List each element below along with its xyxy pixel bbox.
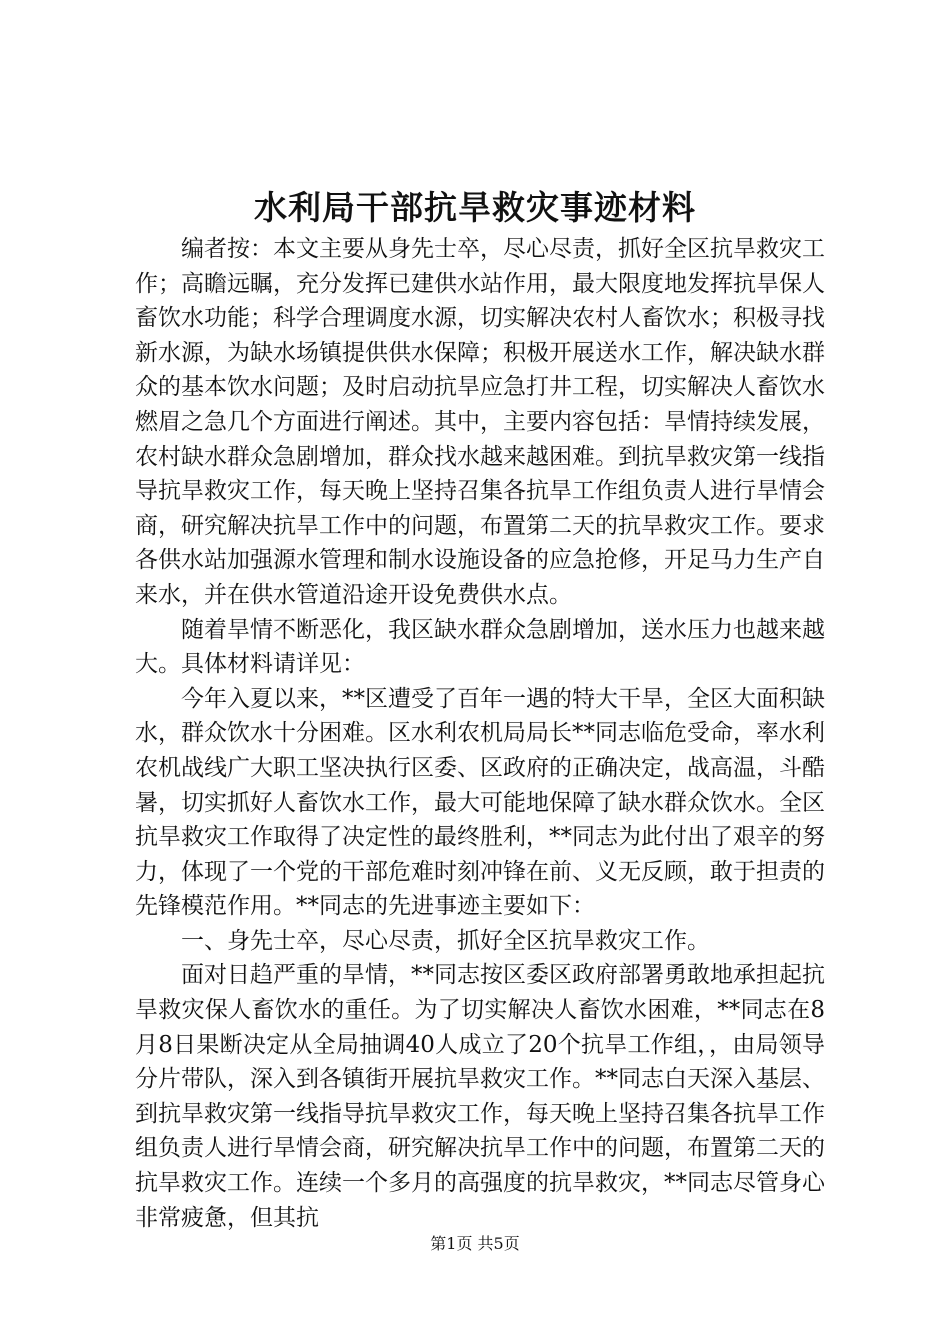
paragraph-intro: 随着旱情不断恶化，我区缺水群众急剧增加，送水压力也越来越大。具体材料请详见： xyxy=(135,616,825,678)
page-number-footer: 第1页 共5页 xyxy=(430,1234,520,1253)
paragraph-background: 今年入夏以来，**区遭受了百年一遇的特大干旱，全区大面积缺水，群众饮水十分困难。区水利农机局局长**同志临危受命，率水利农机战线广大职工坚决执行区委、区政府的正确决定，战高温，斗酷暑，切实抓好人畜饮水工作，最大可能地保障了缺水群众饮水。全区抗旱救灾工作取得了决定性的最终胜利，**同志为此付出了艰辛的努力，体现了一个党的干部危难时刻冲锋在前、义无反顾，敢于担责的先锋模范作用。**同志的先进事迹主要如下： xyxy=(135,685,825,920)
section-heading-1: 一、身先士卒，尽心尽责，抓好全区抗旱救灾工作。 xyxy=(181,927,710,954)
document-body xyxy=(135,232,825,1235)
paragraph-editor-note: 编者按：本文主要从身先士卒，尽心尽责，抓好全区抗旱救灾工作；高瞻远瞩，充分发挥已建供水站作用，最大限度地发挥抗旱保人畜饮水功能；科学合理调度水源，切实解决农村人畜饮水；积极寻找新水源，为缺水场镇提供供水保障；积极开展送水工作，解决缺水群众的基本饮水问题；及时启动抗旱应急打井工程，切实解决人畜饮水燃眉之急几个方面进行阐述。其中，主要内容包括：旱情持续发展，农村缺水群众急剧增加，群众找水越来越困难。到抗旱救灾第一线指导抗旱救灾工作，每天晚上坚持召集各抗旱工作组负责人进行旱情会商，研究解决抗旱工作中的问题，布置第二天的抗旱救灾工作。要求各供水站加强源水管理和制水设施设备的应急抢修，开足马力生产自来水，并在供水管道沿途开设免费供水点。 xyxy=(135,236,825,608)
document-title: 水利局干部抗旱救灾事迹材料 xyxy=(254,188,696,227)
paragraph-section-1: 面对日趋严重的旱情，**同志按区委区政府部署勇敢地承担起抗旱救灾保人畜饮水的重任。为了切实解决人畜饮水困难，**同志在8月8日果断决定从全局抽调40人成立了20个抗旱工作组，，由局领导分片带队，深入到各镇街开展抗旱救灾工作。**同志白天深入基层、到抗旱救灾第一线指导抗旱救灾工作，每天晚上坚持召集各抗旱工作组负责人进行旱情会商，研究解决抗旱工作中的问题，布置第二天的抗旱救灾工作。连续一个多月的高强度的抗旱救灾，**同志尽管身心非常疲惫，但其抗 xyxy=(135,962,825,1231)
